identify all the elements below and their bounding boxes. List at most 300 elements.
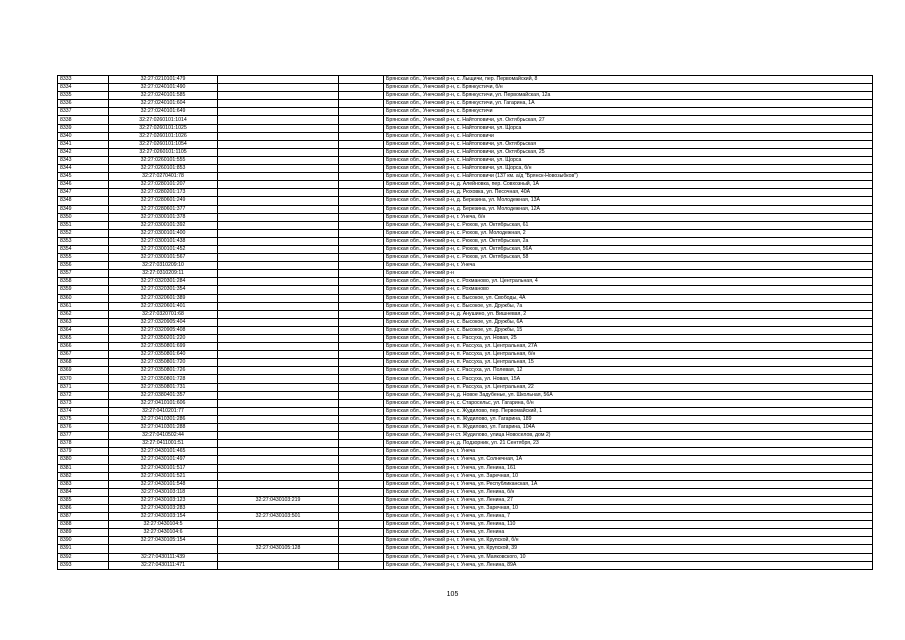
cadastral-number-cell: 32:27:0320701:68 [109,310,218,318]
address-cell: Брянская обл., Унечский р-н, с. Рюхов, ул. Октябрьская, 61 [384,221,873,229]
extra-cell [339,513,384,521]
address-cell: Брянская обл., Унечский р-н, с. Найтоповичи, ул. Щорса [384,124,873,132]
row-number-cell: 8367 [58,351,109,359]
related-cadastral-cell [218,318,339,326]
address-cell: Брянская обл., Унечский р-н, с. Найтоповичи, ул. Октябрьская [384,140,873,148]
related-cadastral-cell [218,132,339,140]
cadastral-number-cell: 32:27:0410502:44 [109,432,218,440]
row-number-cell: 8390 [58,537,109,545]
table-row [58,278,873,286]
extra-cell [339,173,384,181]
related-cadastral-cell [218,278,339,286]
address-cell: Брянская обл., Унечский р-н, с. Высокое, ул. Свободы, 4А [384,294,873,302]
table-row [58,456,873,464]
table-row [58,464,873,472]
address-cell: Брянская обл., Унечский р-н, г. Унеча, б/н [384,213,873,221]
related-cadastral-cell [218,424,339,432]
row-number-cell: 8356 [58,262,109,270]
row-number-cell: 8339 [58,124,109,132]
cadastral-number-cell: 32:27:0410201:77 [109,407,218,415]
extra-cell [339,537,384,545]
row-number-cell: 8357 [58,270,109,278]
table-row [58,326,873,334]
row-number-cell: 8372 [58,391,109,399]
cadastral-number-cell: 32:27:0300101:438 [109,237,218,245]
extra-cell [339,553,384,561]
table-row [58,100,873,108]
related-cadastral-cell [218,553,339,561]
extra-cell [339,92,384,100]
table-row [58,213,873,221]
address-cell: Брянская обл., Унечский р-н, с. Рюхов, ул. Октябрьская, 56А [384,245,873,253]
row-number-cell: 8387 [58,513,109,521]
extra-cell [339,399,384,407]
address-cell: Брянская обл., Унечский р-н, с. Найтоповичи, ул. Щорса, б/н [384,165,873,173]
extra-cell [339,424,384,432]
table-row [58,229,873,237]
related-cadastral-cell [218,76,339,84]
address-cell: Брянская обл., Унечский р-н, с. Рассуха, ул. Новая, 25 [384,335,873,343]
address-cell: Брянская обл., Унечский р-н, г. Унеча, ул. Ленина [384,529,873,537]
extra-cell [339,237,384,245]
related-cadastral-cell [218,375,339,383]
row-number-cell: 8381 [58,464,109,472]
extra-cell [339,205,384,213]
cadastral-number-cell: 32:27:0350801:731 [109,383,218,391]
address-cell: Брянская обл., Унечский р-н ст. Жудилово, улица Новоселов, дом 2) [384,432,873,440]
cadastral-number-cell: 32:27:0300101:392 [109,221,218,229]
address-cell: Брянская обл., Унечский р-н, п. Жудилово, ул. Гагарина, 189 [384,415,873,423]
table-row [58,367,873,375]
address-cell: Брянская обл., Унечский р-н, г. Унеча, ул. Крупской, б/н [384,537,873,545]
row-number-cell: 8362 [58,310,109,318]
address-cell: Брянская обл., Унечский р-н, п. Рассуха, ул. Центральная, 15 [384,359,873,367]
address-cell: Брянская обл., Унечский р-н, г. Унеча, ул. Ленина, 27 [384,496,873,504]
extra-cell [339,375,384,383]
extra-cell [339,270,384,278]
related-cadastral-cell [218,286,339,294]
address-cell: Брянская обл., Унечский р-н, г. Унеча, ул. Маяковского, 10 [384,553,873,561]
table-row [58,254,873,262]
cadastral-number-cell: 32:27:0430101:548 [109,480,218,488]
cadastral-number-cell: 32:27:0350801:726 [109,367,218,375]
row-number-cell: 8353 [58,237,109,245]
address-cell: Брянская обл., Унечский р-н, с. Брянкустичи, ул. Первомайская, 12а [384,92,873,100]
cadastral-number-cell: 32:27:0430111:439 [109,553,218,561]
row-number-cell: 8334 [58,84,109,92]
related-cadastral-cell [218,415,339,423]
extra-cell [339,262,384,270]
related-cadastral-cell [218,561,339,569]
row-number-cell: 8351 [58,221,109,229]
related-cadastral-cell [218,213,339,221]
extra-cell [339,148,384,156]
related-cadastral-cell [218,367,339,375]
row-number-cell: 8340 [58,132,109,140]
cadastral-number-cell: 32:27:0310209:11 [109,270,218,278]
cadastral-number-cell: 32:27:0320301:354 [109,286,218,294]
cadastral-number-cell: 32:27:0320905:404 [109,318,218,326]
table-row [58,286,873,294]
related-cadastral-cell [218,165,339,173]
address-cell: Брянская обл., Унечский р-н, с. Найтоповичи, ул. Октябрьская, 27 [384,116,873,124]
extra-cell [339,189,384,197]
address-cell: Брянская обл., Унечский р-н, с. Высокое, ул. Дружбы, 7а [384,302,873,310]
table-row [58,561,873,569]
row-number-cell: 8341 [58,140,109,148]
related-cadastral-cell [218,262,339,270]
row-number-cell: 8382 [58,472,109,480]
table-row [58,521,873,529]
related-cadastral-cell [218,221,339,229]
extra-cell [339,545,384,553]
cadastral-number-cell: 32:27:0430101:465 [109,448,218,456]
table-row [58,343,873,351]
related-cadastral-cell [218,205,339,213]
cadastral-number-cell: 32:27:0430101:517 [109,464,218,472]
table-row [58,173,873,181]
row-number-cell: 8345 [58,173,109,181]
related-cadastral-cell [218,229,339,237]
address-cell: Брянская обл., Унечский р-н, д. Подзорник, ул. 21 Сентября, 23 [384,440,873,448]
address-cell: Брянская обл., Унечский р-н, с. Брянкустичи, б/н [384,84,873,92]
row-number-cell: 8335 [58,92,109,100]
extra-cell [339,472,384,480]
table-row [58,189,873,197]
address-cell: Брянская обл., Унечский р-н, с. Найтоповичи, ул. Октябрьская, 25 [384,148,873,156]
row-number-cell: 8363 [58,318,109,326]
cadastral-number-cell: 32:27:0260101:1025 [109,124,218,132]
row-number-cell: 8379 [58,448,109,456]
related-cadastral-cell [218,351,339,359]
table-row [58,472,873,480]
address-cell: Брянская обл., Унечский р-н [384,270,873,278]
extra-cell [339,335,384,343]
row-number-cell: 8365 [58,335,109,343]
related-cadastral-cell [218,302,339,310]
extra-cell [339,529,384,537]
table-row [58,504,873,512]
extra-cell [339,156,384,164]
row-number-cell: 8370 [58,375,109,383]
cadastral-number-cell: 32:27:0240101:649 [109,108,218,116]
row-number-cell: 8376 [58,424,109,432]
cadastral-number-cell: 32:27:0410101:606 [109,399,218,407]
cadastral-number-cell: 32:27:0430103:283 [109,504,218,512]
extra-cell [339,440,384,448]
cadastral-number-cell: 32:27:0350801:640 [109,351,218,359]
row-number-cell: 8348 [58,197,109,205]
address-cell: Брянская обл., Унечский р-н, с. Рохманово, ул. Центральная, 4 [384,278,873,286]
cadastral-number-cell: 32:27:0260101:853 [109,165,218,173]
table-row [58,140,873,148]
extra-cell [339,343,384,351]
cadastral-number-cell: 32:27:0410301:286 [109,415,218,423]
extra-cell [339,407,384,415]
address-cell: Брянская обл., Унечский р-н, с. Найтоповичи (137 км. а/д "Брянск-Новозыбков") [384,173,873,181]
related-cadastral-cell: 32:27:0430105:128 [218,545,339,553]
related-cadastral-cell [218,480,339,488]
address-cell: Брянская обл., Унечский р-н, г. Унеча, ул. Ленина, 7 [384,513,873,521]
table-row [58,359,873,367]
row-number-cell: 8385 [58,496,109,504]
address-cell: Брянская обл., Унечский р-н, с. Рюхов, ул. Молодежная, 2 [384,229,873,237]
related-cadastral-cell [218,359,339,367]
row-number-cell: 8375 [58,415,109,423]
table-row [58,205,873,213]
row-number-cell: 8360 [58,294,109,302]
cadastral-number-cell: 32:27:0430103:118 [109,488,218,496]
row-number-cell: 8388 [58,521,109,529]
related-cadastral-cell [218,100,339,108]
cadastral-number-cell: 32:27:0380401:357 [109,391,218,399]
extra-cell [339,278,384,286]
cadastral-number-cell: 32:27:0430103:154 [109,513,218,521]
cadastral-number-cell: 32:27:0240101:604 [109,100,218,108]
table-row [58,375,873,383]
extra-cell [339,286,384,294]
extra-cell [339,561,384,569]
row-number-cell: 8333 [58,76,109,84]
extra-cell [339,326,384,334]
cadastral-number-cell: 32:27:0210101:479 [109,76,218,84]
table-row [58,440,873,448]
table-row [58,262,873,270]
extra-cell [339,124,384,132]
page-number: 105 [446,591,459,598]
row-number-cell: 8337 [58,108,109,116]
extra-cell [339,140,384,148]
address-cell: Брянская обл., Унечский р-н, с. Рюхов, ул. Октябрьская, 2а [384,237,873,245]
table-row [58,165,873,173]
address-cell: Брянская обл., Унечский р-н, с. Рассуха, ул. Полевая, 12 [384,367,873,375]
cadastral-number-cell: 32:27:0300101:400 [109,229,218,237]
address-cell: Брянская обл., Унечский р-н, с. Высокое, ул. Дружбы, 6А [384,318,873,326]
extra-cell [339,415,384,423]
row-number-cell: 8338 [58,116,109,124]
related-cadastral-cell [218,399,339,407]
extra-cell [339,480,384,488]
related-cadastral-cell [218,472,339,480]
table-row [58,294,873,302]
row-number-cell: 8349 [58,205,109,213]
extra-cell [339,521,384,529]
row-number-cell: 8369 [58,367,109,375]
table-row [58,124,873,132]
table-row [58,553,873,561]
row-number-cell: 8371 [58,383,109,391]
row-number-cell: 8393 [58,561,109,569]
extra-cell [339,84,384,92]
row-number-cell: 8359 [58,286,109,294]
cadastral-number-cell: 32:27:0430101:521 [109,472,218,480]
row-number-cell: 8350 [58,213,109,221]
extra-cell [339,456,384,464]
table-row [58,116,873,124]
table-row [58,221,873,229]
address-cell: Брянская обл., Унечский р-н, д. Новое Задубенье, ул. Школьная, 56А [384,391,873,399]
table-row [58,335,873,343]
related-cadastral-cell [218,488,339,496]
extra-cell [339,245,384,253]
address-cell: Брянская обл., Унечский р-н, г. Унеча [384,448,873,456]
address-cell: Брянская обл., Унечский р-н, г. Унеча, ул. Заречная, 10 [384,504,873,512]
related-cadastral-cell [218,140,339,148]
cadastral-number-cell: 32:27:0260101:1026 [109,132,218,140]
row-number-cell: 8377 [58,432,109,440]
table-row [58,351,873,359]
related-cadastral-cell [218,310,339,318]
related-cadastral-cell [218,335,339,343]
cadastral-number-cell: 32:27:0240101:490 [109,84,218,92]
extra-cell [339,496,384,504]
extra-cell [339,100,384,108]
address-cell: Брянская обл., Унечский р-н, д. Рюховка, ул. Песочная, 40А [384,189,873,197]
cadastral-number-cell: 32:27:0430103:123 [109,496,218,504]
address-cell: Брянская обл., Унечский р-н, с. Найтоповичи [384,132,873,140]
table-row [58,302,873,310]
row-number-cell: 8368 [58,359,109,367]
address-cell: Брянская обл., Унечский р-н, г. Унеча, ул. Ленина, 110 [384,521,873,529]
address-cell: Брянская обл., Унечский р-н, с. Рассуха, ул. Новая, 15А [384,375,873,383]
related-cadastral-cell [218,504,339,512]
table-row [58,245,873,253]
related-cadastral-cell [218,391,339,399]
row-number-cell: 8361 [58,302,109,310]
extra-cell [339,488,384,496]
table-row [58,108,873,116]
cadastral-number-cell: 32:27:0300101:452 [109,245,218,253]
table-row [58,310,873,318]
row-number-cell: 8354 [58,245,109,253]
related-cadastral-cell [218,181,339,189]
table-row [58,92,873,100]
address-cell: Брянская обл., Унечский р-н, г. Унеча, ул. Ленина, б/н [384,488,873,496]
related-cadastral-cell [218,294,339,302]
related-cadastral-cell [218,173,339,181]
cadastral-number-cell: 32:27:0350801:720 [109,359,218,367]
address-cell: Брянская обл., Унечский р-н, д. Алейновка, пер. Совхозный, 1А [384,181,873,189]
address-cell: Брянская обл., Унечский р-н, с. Рюхов, ул. Октябрьская, 58 [384,254,873,262]
table-row [58,407,873,415]
table-row [58,197,873,205]
related-cadastral-cell [218,189,339,197]
row-number-cell: 8384 [58,488,109,496]
extra-cell [339,294,384,302]
related-cadastral-cell [218,108,339,116]
address-cell: Брянская обл., Унечский р-н, г. Унеча, ул. Республиканская, 1А [384,480,873,488]
register-table [57,75,873,570]
extra-cell [339,391,384,399]
table-row [58,132,873,140]
table-row [58,415,873,423]
table-row [58,424,873,432]
related-cadastral-cell [218,270,339,278]
row-number-cell: 8346 [58,181,109,189]
extra-cell [339,197,384,205]
cadastral-number-cell: 32:27:0260101:1014 [109,116,218,124]
cadastral-number-cell: 32:27:0320601:401 [109,302,218,310]
address-cell: Брянская обл., Унечский р-н, с. Лыщичи, пер. Первомайский, 8 [384,76,873,84]
extra-cell [339,181,384,189]
cadastral-number-cell: 32:27:0310209:10 [109,262,218,270]
cadastral-number-cell: 32:27:0350801:728 [109,375,218,383]
cadastral-number-cell: 32:27:0350801:699 [109,343,218,351]
related-cadastral-cell: 32:27:0430103:501 [218,513,339,521]
related-cadastral-cell [218,124,339,132]
related-cadastral-cell [218,529,339,537]
row-number-cell: 8373 [58,399,109,407]
related-cadastral-cell [218,84,339,92]
cadastral-number-cell: 32:27:0270401:78 [109,173,218,181]
cadastral-number-cell: 32:27:0300101:378 [109,213,218,221]
row-number-cell: 8383 [58,480,109,488]
row-number-cell: 8386 [58,504,109,512]
address-cell: Брянская обл., Унечский р-н, с. Жудилово, пер. Первомайский, 1 [384,407,873,415]
related-cadastral-cell [218,456,339,464]
related-cadastral-cell [218,197,339,205]
address-cell: Брянская обл., Унечский р-н, г. Унеча, ул. Крупской, 39 [384,545,873,553]
cadastral-number-cell: 32:27:0430111:471 [109,561,218,569]
extra-cell [339,229,384,237]
address-cell: Брянская обл., Унечский р-н, с. Брянкустичи [384,108,873,116]
extra-cell [339,213,384,221]
row-number-cell: 8355 [58,254,109,262]
extra-cell [339,318,384,326]
cadastral-number-cell: 32:27:0410301:288 [109,424,218,432]
row-number-cell: 8336 [58,100,109,108]
table-row [58,148,873,156]
cadastral-number-cell: 32:27:0320905:408 [109,326,218,334]
cadastral-number-cell: 32:27:0280201:173 [109,189,218,197]
related-cadastral-cell [218,343,339,351]
extra-cell [339,221,384,229]
extra-cell [339,504,384,512]
related-cadastral-cell [218,440,339,448]
row-number-cell: 8343 [58,156,109,164]
cadastral-number-cell: 32:27:0280601:377 [109,205,218,213]
extra-cell [339,76,384,84]
address-cell: Брянская обл., Унечский р-н, г. Унеча, ул. Ленина, 89А [384,561,873,569]
cadastral-number-cell: 32:27:0411001:51 [109,440,218,448]
extra-cell [339,432,384,440]
extra-cell [339,383,384,391]
address-cell: Брянская обл., Унечский р-н, с. Рохманово [384,286,873,294]
address-cell: Брянская обл., Унечский р-н, с. Высокое, ул. Дружбы, 15 [384,326,873,334]
related-cadastral-cell [218,92,339,100]
extra-cell [339,351,384,359]
extra-cell [339,359,384,367]
row-number-cell: 8392 [58,553,109,561]
row-number-cell: 8380 [58,456,109,464]
table-row [58,537,873,545]
cadastral-number-cell: 32:27:0430104:6 [109,529,218,537]
related-cadastral-cell [218,383,339,391]
cadastral-number-cell: 32:27:0430101:497 [109,456,218,464]
cadastral-number-cell: 32:27:0320601:389 [109,294,218,302]
table-row [58,432,873,440]
cadastral-number-cell: 32:27:0430105:154 [109,537,218,545]
extra-cell [339,448,384,456]
cadastral-number-cell: 32:27:0280601:249 [109,197,218,205]
cadastral-number-cell: 32:27:0280101:207 [109,181,218,189]
related-cadastral-cell [218,116,339,124]
address-cell: Брянская обл., Унечский р-н, п. Жудилово, ул. Гагарина, 104А [384,424,873,432]
related-cadastral-cell [218,407,339,415]
address-cell: Брянская обл., Унечский р-н, п. Рассуха, ул. Центральная, 22 [384,383,873,391]
address-cell: Брянская обл., Унечский р-н, д. Березина, ул. Молодежная, 12А [384,205,873,213]
register-table-body [58,76,873,570]
